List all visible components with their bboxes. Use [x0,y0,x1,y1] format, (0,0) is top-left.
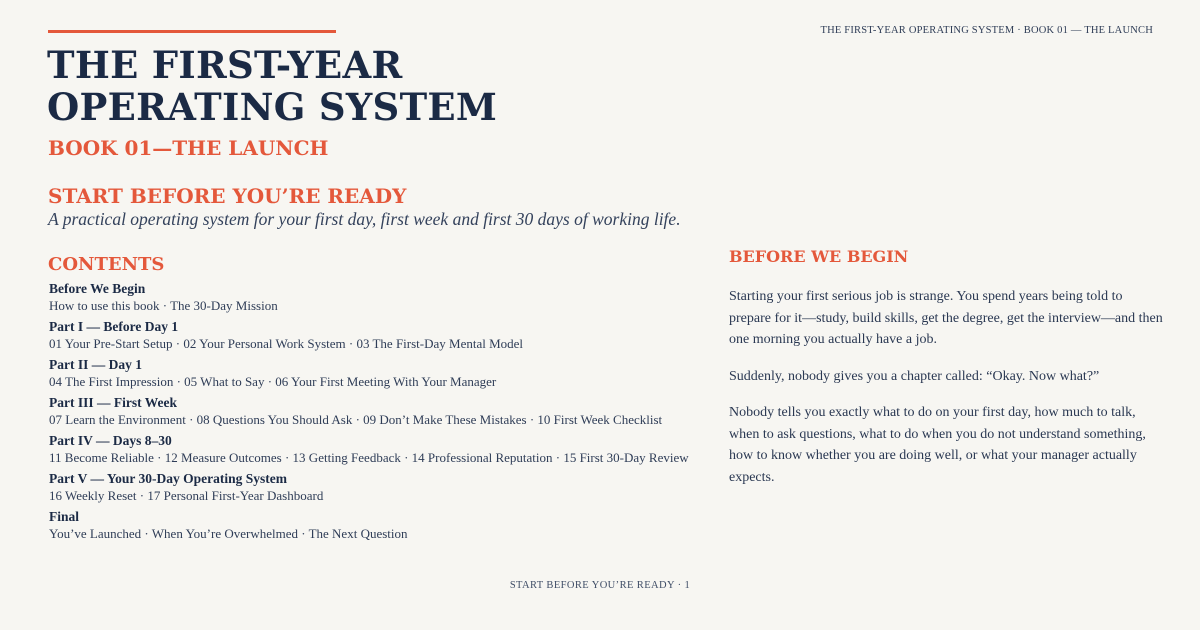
toc-part-title: Final [49,509,80,524]
toc-part-items: How to use this book · The 30-Day Mission [49,298,278,313]
toc-part-items: 11 Become Reliable · 12 Measure Outcomes · 13 Getting Feedback · 14 Professional Reputation · 15 First 30-Day Review [49,450,689,465]
book-title [47,44,497,128]
toc-part-items: 01 Your Pre-Start Setup · 02 Your Personal Work System · 03 The First-Day Mental Model [49,336,524,351]
intro-paragraph: Starting your first serious job is strange. You spend years being told to prepare for it—study, build skills, get the degree, get the interview—and then one morning you actually have a job. [729,289,1163,347]
intro-heading: BEFORE WE BEGIN [729,247,909,266]
toc-part-4 [49,432,719,466]
book-label: BOOK 01—THE LAUNCH [48,136,329,160]
toc-part-items: 16 Weekly Reset · 17 Personal First-Year Dashboard [49,488,324,503]
toc-part-3 [49,394,719,428]
toc-part-items: 04 The First Impression · 05 What to Say · 06 Your First Meeting With Your Manager [49,374,497,389]
toc-part-before-we-begin [49,280,719,314]
contents-heading: CONTENTS [48,254,165,275]
toc-part-title: Part II — Day 1 [49,357,142,372]
top-accent-rule [48,30,336,33]
intro-paragraph: Nobody tells you exactly what to do on your first day, how much to talk, when to ask questions, what to do when you do not understand something, how to know whether you are doing well, or what your manager actually expects. [729,405,1146,485]
toc-part-title: Part III — First Week [49,395,177,410]
toc-part-title: Part V — Your 30-Day Operating System [49,471,287,486]
book-title-line-2: OPERATING SYSTEM [47,85,498,129]
intro-paragraph: Suddenly, nobody gives you a chapter called: “Okay. Now what?” [729,368,1100,384]
toc-part-items: 07 Learn the Environment · 08 Questions You Should Ask · 09 Don’t Make These Mistakes · 10 First Week Checklist [49,412,663,427]
toc-part-2 [49,356,719,390]
table-of-contents [49,280,719,546]
toc-part-1 [49,318,719,352]
section-heading: START BEFORE YOU’RE READY [48,184,407,208]
toc-part-items: You’ve Launched · When You’re Overwhelmed · The Next Question [49,526,408,541]
page-footer: START BEFORE YOU’RE READY · 1 [509,580,691,591]
toc-part-title: Before We Begin [49,281,146,296]
toc-part-title: Part IV — Days 8–30 [49,433,172,448]
toc-part-title: Part I — Before Day 1 [49,319,179,334]
running-head: THE FIRST-YEAR OPERATING SYSTEM · BOOK 01 — THE LAUNCH [820,25,1153,36]
subtitle: A practical operating system for your first day, first week and first 30 days of working life. [48,209,681,229]
toc-part-final [49,508,719,542]
book-title-line-1: THE FIRST-YEAR [47,43,403,87]
intro-body [729,286,1164,503]
toc-part-5 [49,470,719,504]
